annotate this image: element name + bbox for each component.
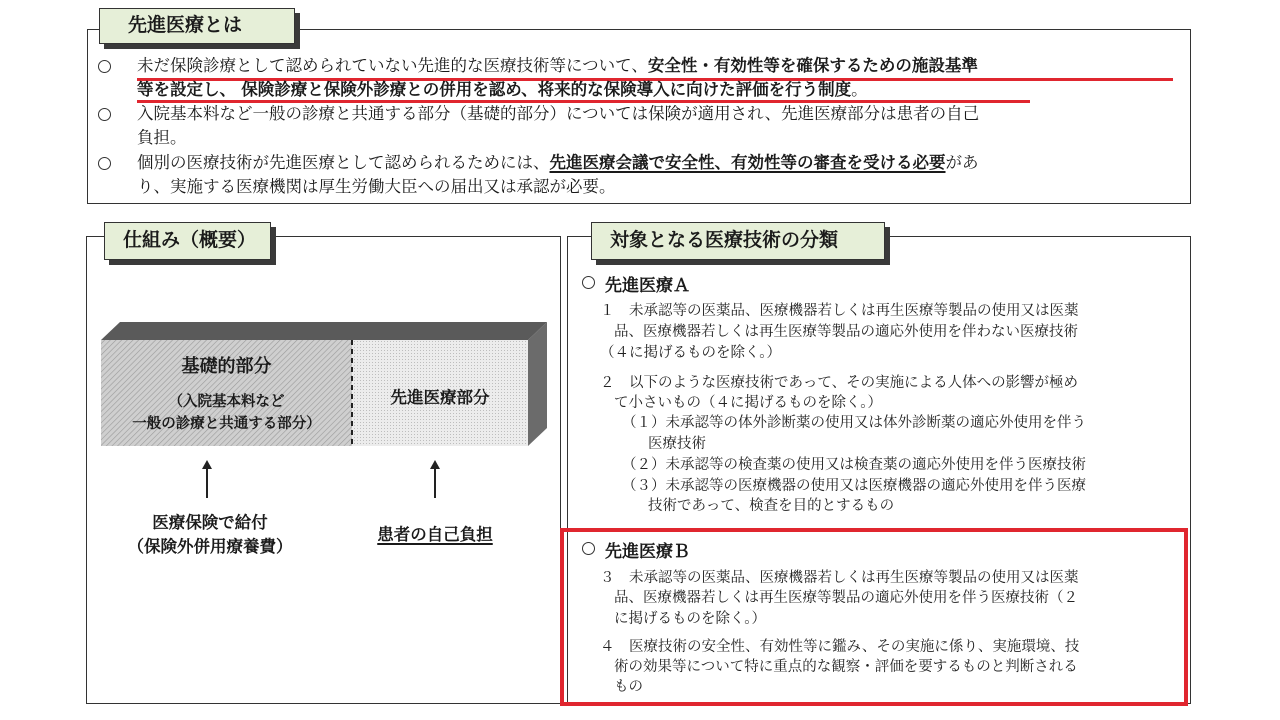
item-3-line3: に掲げるものを除く。） — [614, 611, 766, 627]
item-1-line1: １ 未承認等の医薬品、医療機器若しくは再生医療等製品の使用又は医薬 — [600, 303, 1079, 319]
basic-part-sub1: （入院基本料など — [168, 394, 285, 410]
category-a-heading: 先進医療Ａ — [605, 276, 690, 296]
item-4-line3: もの — [614, 679, 643, 695]
basic-part-title: 基礎的部分 — [181, 356, 272, 377]
arrow-up-icon — [199, 460, 215, 500]
item-2-line2: て小さいもの（４に掲げるものを除く。） — [614, 395, 882, 411]
overview-p3-line1: 個別の医療技術が先進医療として認められるためには、先進医療会議で安全性、有効性等の審査を受ける必要があ — [137, 153, 979, 172]
item-1-line2: 品、医療機器若しくは再生医療等製品の適応外使用を伴わない医療技術 — [614, 324, 1078, 340]
overview-title: 先進医療とは — [99, 8, 295, 44]
overview-p1-line1: 未だ保険診療として認められていない先進的な医療技術等について、安全性・有効性等を確保するための施設基準 — [137, 56, 978, 75]
item-3-line1: ３ 未承認等の医薬品、医療機器若しくは再生医療等製品の使用又は医薬 — [600, 570, 1079, 586]
overview-p2-line2: 負担。 — [137, 128, 187, 147]
arrow-up-icon — [427, 460, 443, 500]
bullet-icon — [98, 157, 111, 170]
classification-title: 対象となる医療技術の分類 — [591, 222, 885, 260]
overview-p2-line1: 入院基本料など一般の診療と共通する部分（基礎的部分）については保険が適用され、先進医療部分は患者の自己 — [137, 104, 980, 123]
mechanism-title: 仕組み（概要） — [104, 222, 271, 260]
bullet-icon — [582, 542, 595, 555]
overview-p3-line2: り、実施する医療機関は厚生労働大臣への届出又は承認が必要。 — [137, 177, 616, 196]
patient-burden-label: 患者の自己負担 — [377, 525, 493, 544]
item-2-sub1-line2: 医療技術 — [648, 436, 706, 452]
item-3-line2: 品、医療機器若しくは再生医療等製品の適応外使用を伴う医療技術（２ — [614, 590, 1078, 606]
basic-part-sub2: 一般の診療と共通する部分） — [132, 416, 321, 432]
item-4-line2: 術の効果等について特に重点的な観察・評価を要するものと判断される — [614, 659, 1078, 675]
item-2-sub3-line1: （３）未承認等の医療機器の使用又は医療機器の適応外使用を伴う医療 — [622, 478, 1086, 494]
item-2-sub3-line2: 技術であって、検査を目的とするもの — [648, 498, 895, 514]
item-2-sub1-line1: （１）未承認等の体外診断薬の使用又は体外診断薬の適応外使用を伴う — [622, 415, 1086, 431]
insurance-benefit-sub: （保険外併用療養費） — [127, 537, 293, 556]
item-1-line3: （４に掲げるものを除く。） — [600, 345, 781, 361]
bullet-icon — [582, 276, 595, 289]
bullet-icon — [98, 108, 111, 121]
category-b-heading: 先進医療Ｂ — [605, 542, 690, 562]
advanced-part-label: 先進医療部分 — [390, 388, 490, 407]
item-4-line1: ４ 医療技術の安全性、有効性等に鑑み、その実施に係り、実施環境、技 — [600, 639, 1080, 655]
bullet-icon — [98, 60, 111, 73]
item-2-sub2: （２）未承認等の検査薬の使用又は検査薬の適応外使用を伴う医療技術 — [622, 457, 1086, 473]
mechanism-box — [86, 236, 561, 704]
item-2-line1: ２ 以下のような医療技術であって、その実施による人体への影響が極め — [600, 375, 1079, 391]
overview-p1-line2: 等を設定し、 保険診療と保険外診療との併用を認め、将来的な保険導入に向けた評価を行う制度。 — [137, 80, 868, 99]
insurance-benefit-label: 医療保険で給付 — [152, 513, 268, 532]
